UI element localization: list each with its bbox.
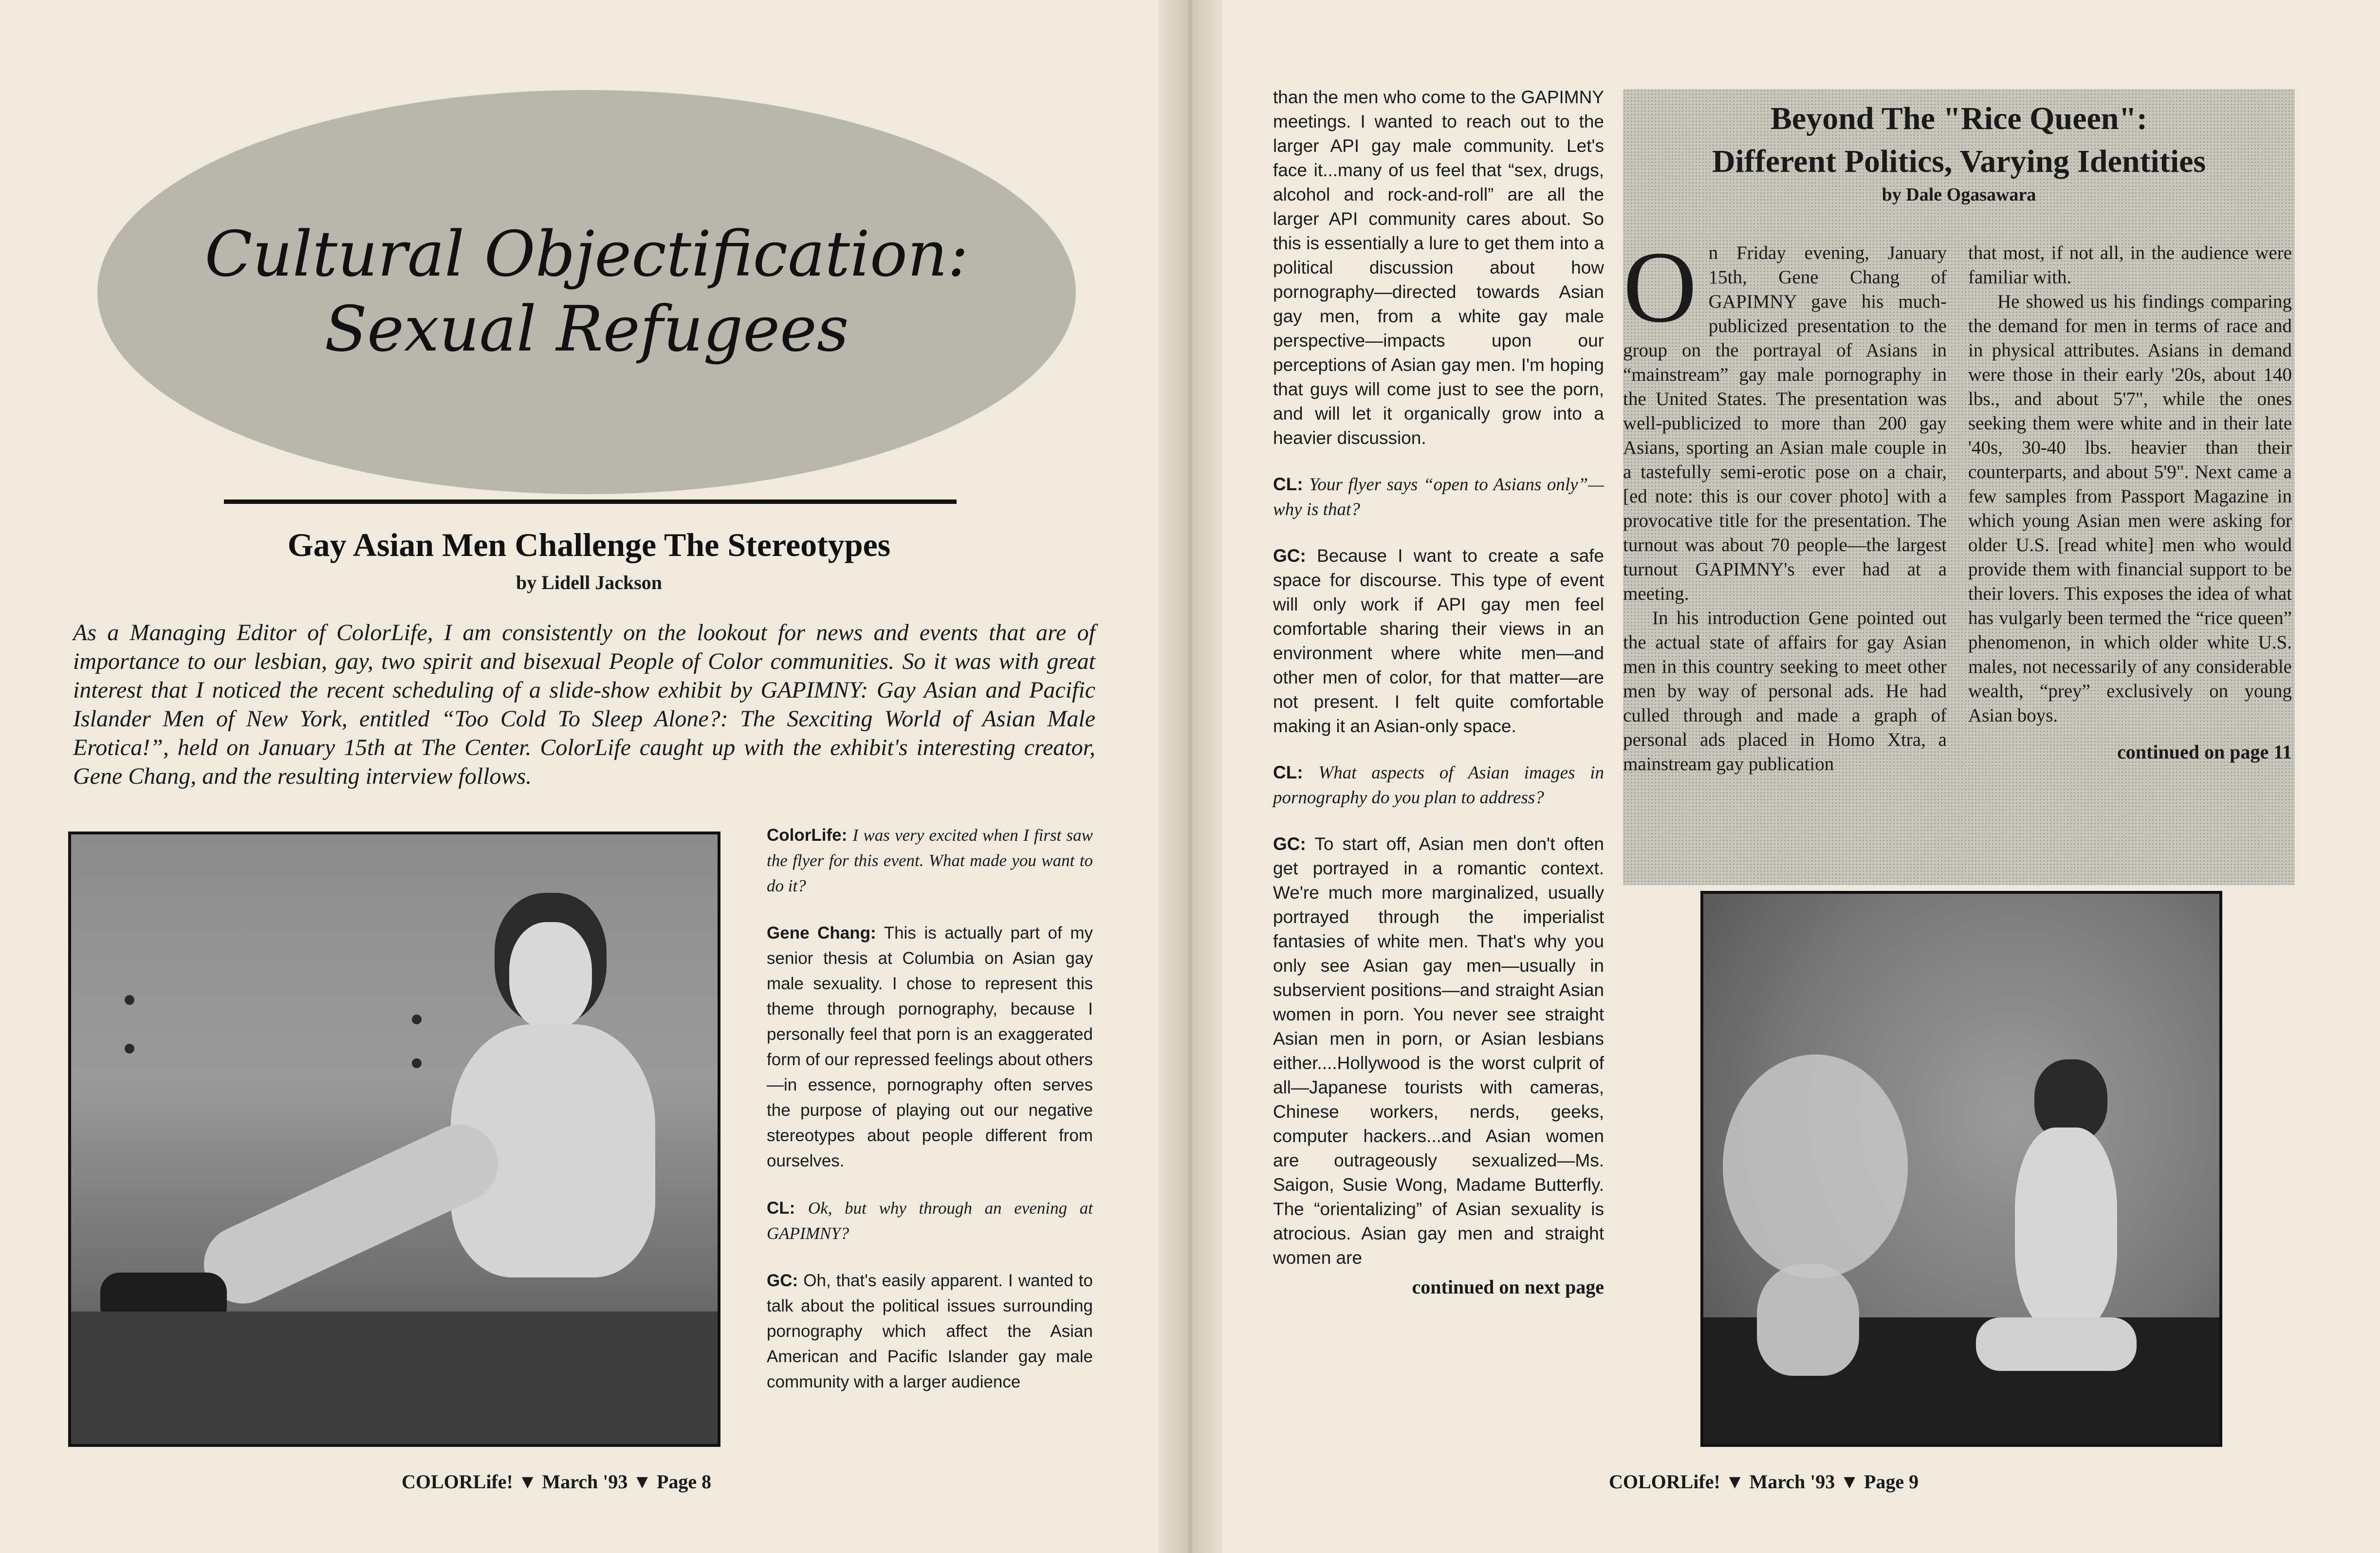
answer-text: To start off, Asian men don't often get portrayed in a romantic context. We're much more marginalized, usually portrayed through the imperialist fantasies of white men. That's why you only see Asian gay men—usually in subservient positions—and straight Asian women in porn. You never see straight Asian men in porn, or Asian lesbians either....Hollywood is the worst culprit of all—Japanese tourists with cameras, Chinese workers, nerds, geeks, computer hackers...and Asian women are outrageously sexualized—Ms. Saigon, Susie Wong, Madame Butterfly. The “orientalizing” of Asian sexuality is atrocious. Asian gay men and straight women are — [1273, 834, 1604, 1268]
speaker-label: CL: — [1273, 762, 1303, 782]
speaker-label: CL: — [1273, 474, 1303, 494]
sidebar-title-line1: Beyond The "Rice Queen": — [1770, 101, 2148, 136]
model-face — [509, 922, 592, 1029]
sidebar-text: n Friday evening, January 15th, Gene Chang of GAPIMNY gave his much-publicized presentation to the group on the portrayal of Asians in “mainstream” gay male pornography in the United States. The presentation was well-publicized to more than 200 gay Asians, sporting an Asian male couple in a tastefully semi-erotic pose on a chair, [ed note: this is our cover photo] with a provocative title for the presentation. The turnout was about 70 people—the largest turnout GAPIMNY's ever had at a meeting. — [1623, 242, 1947, 604]
answer-text: Oh, that's easily apparent. I wanted to talk about the political issues surrounding pornography which affect the Asian American and Pacific Islander gay male community with a larger audience — [767, 1271, 1093, 1391]
model-flowers-photo — [1700, 891, 2222, 1447]
headline-rule — [224, 499, 957, 504]
speaker-label: GC: — [767, 1271, 798, 1290]
question-text: What aspects of Asian images in pornography do you plan to address? — [1273, 763, 1605, 808]
continued-next-page: continued on next page — [1412, 1276, 1604, 1298]
interview-column-continued — [1273, 85, 1604, 1299]
interview-item — [1273, 544, 1604, 739]
sidebar-column-1 — [1623, 231, 1947, 776]
feature-title-line1: Cultural Objectification: — [204, 218, 969, 291]
wall-dot — [125, 1044, 134, 1054]
kneeling-figure-legs — [1976, 1317, 2137, 1371]
speaker-label: GC: — [1273, 546, 1306, 566]
wall-dot — [412, 1058, 422, 1068]
interview-item — [767, 823, 1093, 899]
article-byline: by Lidell Jackson — [516, 572, 663, 593]
article-headline: Gay Asian Men Challenge The Stereotypes — [287, 526, 891, 563]
answer-text: This is actually part of my senior thesis at Columbia on Asian gay male sexuality. I chose to represent this theme through pornography, because I personally feel that porn is an exaggerated form of our repressed feelings about others—in essence, pornography often serves the purpose of playing out our negative stereotypes about people different from ourselves. — [767, 924, 1093, 1170]
question-text: I was very excited when I first saw the flyer for this event. What made you want to do it? — [767, 826, 1093, 895]
page-gutter — [1159, 0, 1222, 1553]
kneeling-figure-body — [2015, 1128, 2117, 1332]
interview-column-left — [767, 823, 1093, 1417]
calla-lilies — [1723, 1054, 1908, 1278]
right-page-footer: COLORLife! ▼ March '93 ▼ Page 9 — [1609, 1471, 1919, 1493]
sidebar-byline: by Dale Ogasawara — [1882, 185, 2036, 205]
title-ellipse — [97, 90, 1076, 494]
drop-cap: O — [1623, 231, 1697, 344]
photo-floor — [71, 1312, 718, 1447]
interview-item — [1273, 832, 1604, 1270]
speaker-label: CL: — [767, 1199, 795, 1218]
interview-item — [1273, 472, 1604, 522]
article-intro: As a Managing Editor of ColorLife, I am consistently on the lookout for news and events that are of importance to our lesbian, gay, two spirit and bisexual People of Color communities. So it was with great interest that I noticed the recent scheduling of a slide-show exhibit by GAPIMNY: Gay Asian and Pacific Islander Men of New York, entitled “Too Cold To Sleep Alone?: The Sexciting World of Asian Male Erotica!”, held on January 15th at The Center. ColorLife caught up with the exhibit's interesting creator, Gene Chang, and the resulting interview follows. — [73, 620, 1095, 789]
sidebar-title — [1623, 97, 2295, 183]
continued-page-11: continued on page 11 — [2117, 741, 2292, 763]
interview-item — [1273, 85, 1604, 450]
wall-dot — [412, 1015, 422, 1024]
interview-item — [1273, 760, 1604, 810]
model-photo — [68, 832, 720, 1447]
question-text: Your flyer says “open to Asians only”—why is that? — [1273, 475, 1605, 519]
left-page-footer: COLORLife! ▼ March '93 ▼ Page 8 — [402, 1471, 712, 1493]
question-text: Ok, but why through an evening at GAPIMNY? — [767, 1199, 1093, 1243]
interview-item — [767, 1196, 1093, 1246]
sidebar-paragraph: He showed us his findings comparing the demand for men in terms of race and in physical attributes. Asians in demand were those in their early '20s, about 140 lbs., and about 5'7", while the ones seeking them were white and in their late '40s, 30-40 lbs. heavier than their counterparts, and about 5'9". Next came a few samples from Passport Magazine in which young Asian men were asking for older U.S. [read white] men who would provide them with financial support to be their lovers. This exposes the idea of what has vulgarly been termed the “rice queen” phenomenon, in which older white U.S. males, not necessarily of any considerable wealth, “prey” exclusively on young Asian boys. — [1968, 291, 2292, 726]
feature-title-line2: Sexual Refugees — [324, 293, 849, 366]
sidebar-column-2 — [1968, 241, 2292, 764]
wall-dot — [125, 995, 134, 1005]
interview-item — [767, 1268, 1093, 1395]
speaker-label: GC: — [1273, 834, 1306, 854]
answer-text: Because I want to create a safe space for discourse. This type of event will only work if API gay men feel comfortable sharing their views in an environment where white men—and other men of color, for that matter—are not present. I felt quite comfortable making it an Asian-only space. — [1273, 546, 1605, 736]
sidebar-title-line2: Different Politics, Varying Identities — [1712, 144, 2206, 179]
speaker-label: Gene Chang: — [767, 924, 876, 943]
interview-item — [767, 921, 1093, 1174]
speaker-label: ColorLife: — [767, 826, 848, 845]
sidebar-paragraph: that most, if not all, in the audience were familiar with. — [1968, 242, 2292, 288]
answer-text: than the men who come to the GAPIMNY meetings. I wanted to reach out to the larger API gay male community. Let's face it...many of us feel that “sex, drugs, alcohol and rock-and-roll” are all the larger API community cares about. So this is essentially a lure to get them into a political discussion about how pornography—directed towards Asian gay men, from a white gay male perspective—impacts upon our perceptions of Asian gay men. I'm hoping that guys will come just to see the porn, and will let it organically grow into a heavier discussion. — [1273, 87, 1604, 448]
sidebar-paragraph: In his introduction Gene pointed out the actual state of affairs for gay Asian men in this country seeking to meet other men by way of personal ads. He had culled through and made a graph of personal ads placed in Homo Xtra, a mainstream gay publication — [1623, 608, 1947, 775]
vase — [1757, 1264, 1859, 1376]
sidebar-paragraph — [1623, 231, 1947, 606]
